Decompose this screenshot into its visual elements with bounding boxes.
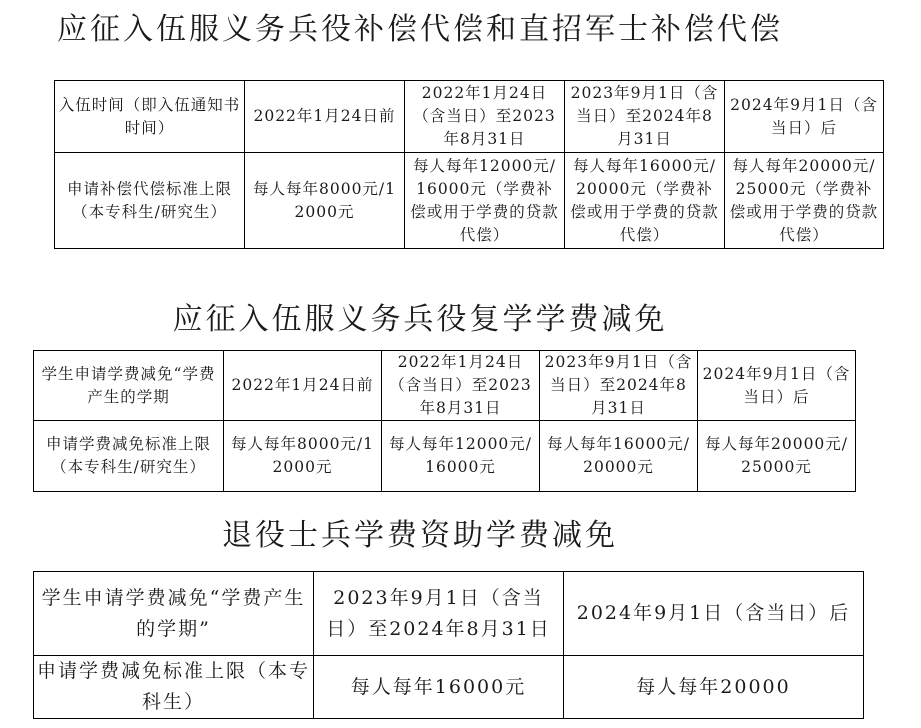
standard-cell: 每人每年16000元/20000元（学费补偿或用于学费的贷款代偿）	[565, 153, 725, 249]
standard-cell: 每人每年12000元/16000元	[382, 421, 540, 492]
standard-label-cell: 申请学费减免标准上限（本专科生）	[34, 656, 314, 719]
header-label-cell: 入伍时间（即入伍通知书时间）	[55, 81, 245, 153]
period-cell: 2024年9月1日（含当日）后	[725, 81, 884, 153]
section2-title: 应征入伍服义务兵役复学学费减免	[172, 302, 668, 337]
table-row	[34, 351, 856, 421]
table-row	[34, 656, 864, 719]
period-cell: 2023年9月1日（含当日）至2024年8月31日	[565, 81, 725, 153]
table-row	[55, 153, 884, 249]
section1-title: 应征入伍服义务兵役补偿代偿和直招军士补偿代偿	[57, 12, 783, 47]
standard-cell: 每人每年20000元/25000元（学费补偿或用于学费的贷款代偿）	[725, 153, 884, 249]
period-cell: 2022年1月24日（含当日）至2023年8月31日	[405, 81, 565, 153]
period-cell: 2022年1月24日前	[224, 351, 382, 421]
standard-cell: 每人每年12000元/16000元（学费补偿或用于学费的贷款代偿）	[405, 153, 565, 249]
header-label-cell: 学生申请学费减免“学费产生的学期”	[34, 572, 314, 656]
standard-cell: 每人每年8000元/12000元	[224, 421, 382, 492]
standard-cell: 每人每年16000元	[314, 656, 564, 719]
veteran-tuition-table	[33, 571, 864, 719]
compensation-table	[54, 80, 884, 249]
section3-title: 退役士兵学费资助学费减免	[222, 518, 618, 553]
period-cell: 2024年9月1日（含当日）后	[564, 572, 864, 656]
period-cell: 2023年9月1日（含当日）至2024年8月31日	[540, 351, 698, 421]
tuition-waiver-table	[33, 350, 856, 492]
period-cell: 2024年9月1日（含当日）后	[698, 351, 856, 421]
period-cell: 2023年9月1日（含当日）至2024年8月31日	[314, 572, 564, 656]
standard-cell: 每人每年20000	[564, 656, 864, 719]
table-row	[55, 81, 884, 153]
standard-label-cell: 申请学费减免标准上限（本专科生/研究生）	[34, 421, 224, 492]
standard-cell: 每人每年8000元/12000元	[245, 153, 405, 249]
period-cell: 2022年1月24日（含当日）至2023年8月31日	[382, 351, 540, 421]
period-cell: 2022年1月24日前	[245, 81, 405, 153]
standard-label-cell: 申请补偿代偿标准上限（本专科生/研究生）	[55, 153, 245, 249]
table-row	[34, 572, 864, 656]
header-label-cell: 学生申请学费减免“学费产生的学期	[34, 351, 224, 421]
standard-cell: 每人每年16000元/20000元	[540, 421, 698, 492]
table-row	[34, 421, 856, 492]
standard-cell: 每人每年20000元/25000元	[698, 421, 856, 492]
